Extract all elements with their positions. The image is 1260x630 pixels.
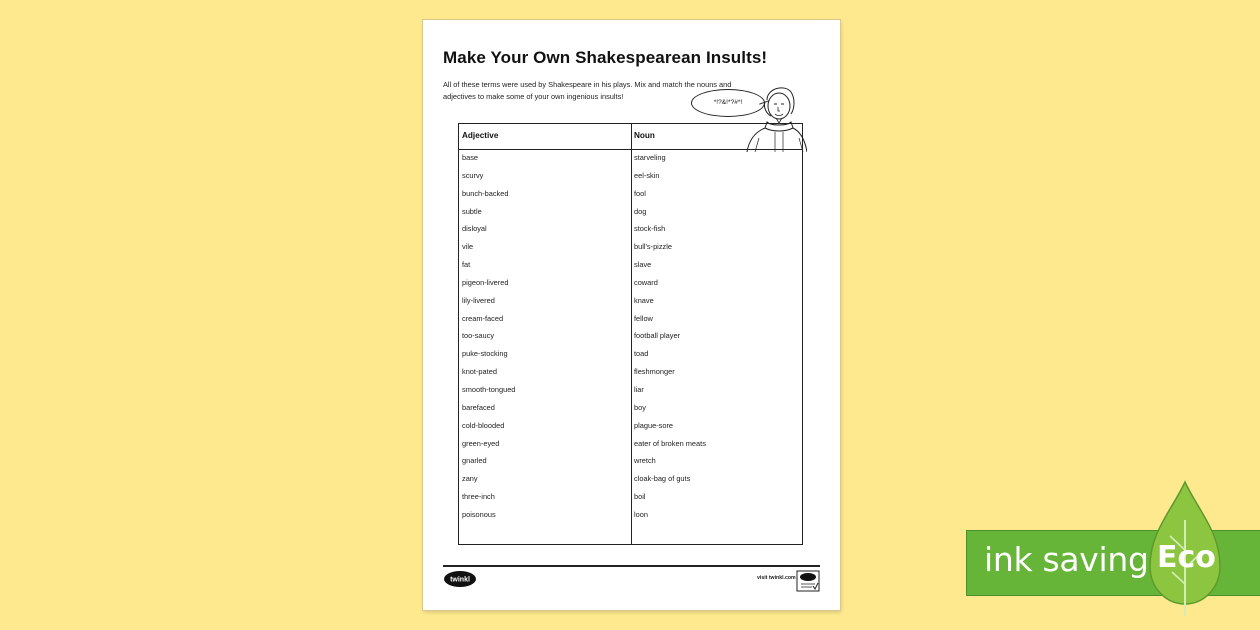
adjective-item: puke-stocking [462,349,508,359]
adjective-item: vile [462,242,474,252]
adjective-item: scurvy [462,170,484,180]
noun-item: boil [634,492,646,502]
adjective-list [462,152,515,527]
adjective-item: green-eyed [462,438,500,448]
noun-item: plague-sore [634,420,674,430]
noun-item: eel-skin [634,170,660,180]
adjective-item: cream-faced [462,313,504,323]
worksheet-title: Make Your Own Shakespearean Insults! [443,48,768,67]
adjective-item: pigeon-livered [462,277,509,287]
noun-item: bull's-pizzle [634,242,672,252]
noun-item: cloak-bag of guts [634,474,691,484]
worksheet-page [423,20,840,610]
noun-item: knave [634,295,654,305]
adjective-item: disloyal [462,224,487,234]
noun-item: coward [634,277,658,287]
noun-item: football player [634,331,681,341]
noun-item: boy [634,402,646,412]
noun-item: fool [634,188,646,198]
noun-item: wretch [634,456,656,466]
noun-item: toad [634,349,649,359]
column-divider [631,124,632,544]
noun-item: loon [634,509,648,519]
noun-item: stock-fish [634,224,666,234]
twinkl-logo-text: twinkl [450,576,470,584]
adjective-item: knot-pated [462,367,497,377]
footer-rule [443,565,820,567]
footer-url: visit twinkl.com [757,575,796,581]
adjective-item: base [462,153,479,162]
noun-item: liar [634,384,644,394]
noun-item: fellow [634,313,653,323]
adjective-item: barefaced [462,402,495,412]
adjective-item: cold-blooded [462,420,505,430]
ink-saving-label: ink saving [984,540,1149,579]
adjective-item: three-inch [462,492,495,502]
adjective-item: subtle [462,206,482,216]
quality-badge-icon [796,570,820,592]
adjective-item: poisonous [462,509,496,519]
noun-item: fleshmonger [634,367,675,377]
noun-item: slave [634,260,652,270]
adjective-item: lily-livered [462,295,495,305]
adjective-header: Adjective [462,131,499,140]
header-rule [459,149,802,150]
insults-table [458,123,803,545]
adjective-item: fat [462,260,471,270]
noun-list [634,152,706,527]
twinkl-logo [443,570,477,588]
adjective-item: gnarled [462,456,487,466]
noun-header: Noun [634,131,655,140]
noun-item: starveling [634,153,666,162]
speech-bubble: *!?&!*?#*! [691,89,765,117]
adjective-item: bunch-backed [462,188,509,198]
eco-badge-label: Eco [1157,540,1216,575]
worksheet-intro: All of these terms were used by Shakespeare in his plays. Mix and match the nouns and adjectives to make some of your own ingenious insults! [443,80,732,101]
adjective-item: zany [462,474,478,484]
adjective-item: too-saucy [462,331,495,341]
adjective-item: smooth-tongued [462,384,516,394]
noun-item: eater of broken meats [634,438,706,448]
noun-item: dog [634,206,647,216]
